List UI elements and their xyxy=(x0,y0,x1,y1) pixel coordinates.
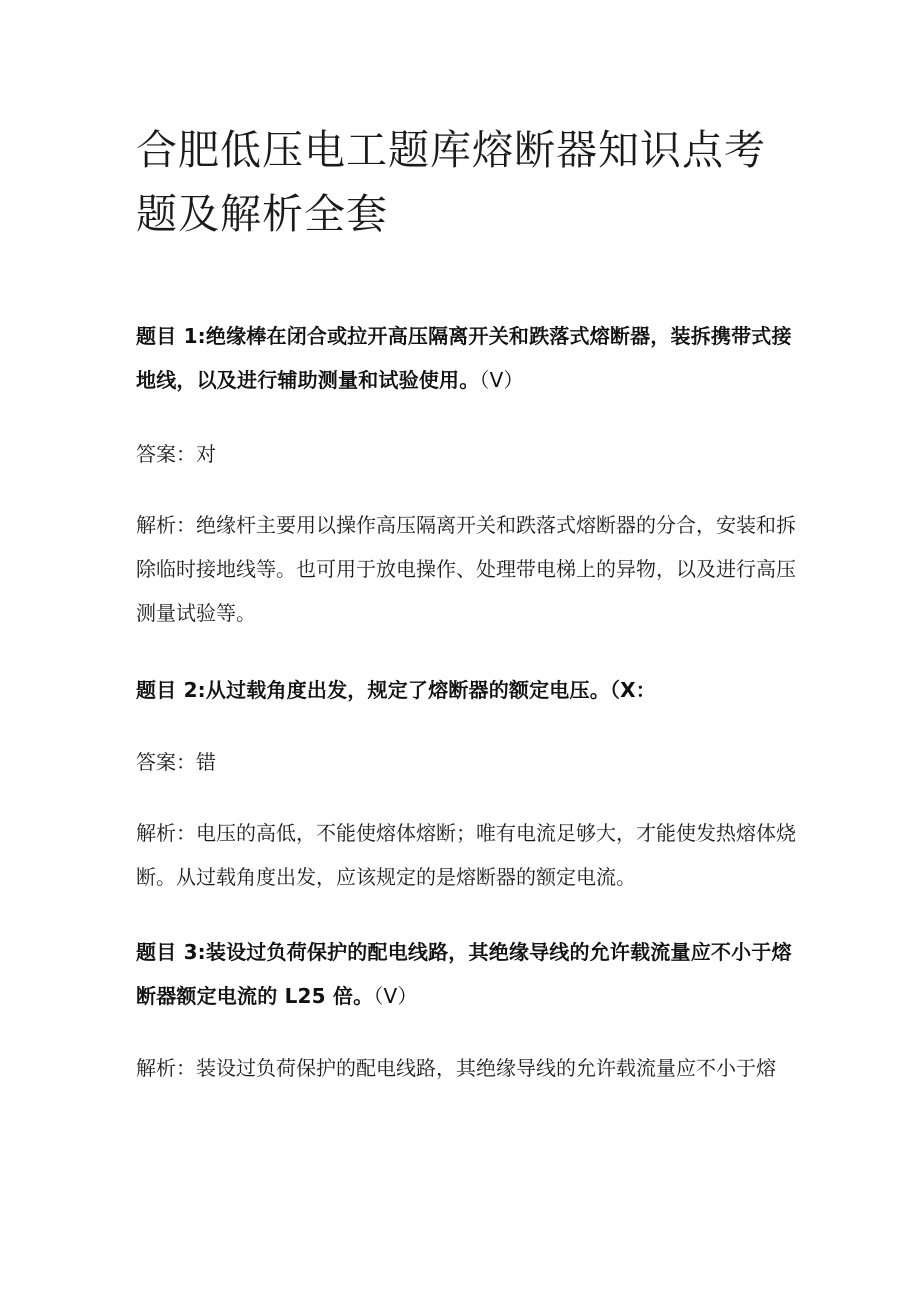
question-2-text: 从过载角度出发，规定了熔断器的额定电压。 xyxy=(205,678,610,702)
question-1-text: 绝缘棒在闭合或拉开高压隔离开关和跌落式熔断器，装拆携带式接地线，以及进行辅助测量和试验使用。 xyxy=(136,324,792,392)
question-2-mark: （X： xyxy=(609,678,656,702)
question-3-mark: （V） xyxy=(373,984,418,1008)
question-3 xyxy=(136,930,796,1018)
question-2-label: 题目 2: xyxy=(136,678,206,702)
explanation-2: 解析：电压的高低，不能使熔体熔断；唯有电流足够大，才能使发热熔体烧断。从过载角度出发，应该规定的是熔断器的额定电流。 xyxy=(136,821,796,889)
question-3-text: 装设过负荷保护的配电线路，其绝缘导线的允许载流量应不小于熔断器额定电流的 L25 倍。 xyxy=(136,940,792,1008)
question-2 xyxy=(136,668,796,712)
answer-1: 答案：对 xyxy=(136,442,216,466)
question-1 xyxy=(136,314,796,402)
question-1-mark: （V） xyxy=(479,368,524,392)
question-3-label: 题目 3: xyxy=(136,940,206,964)
explanation-1: 解析：绝缘杆主要用以操作高压隔离开关和跌落式熔断器的分合，安装和拆除临时接地线等。也可用于放电操作、处理带电梯上的异物，以及进行高压测量试验等。 xyxy=(136,513,796,625)
answer-2: 答案：错 xyxy=(136,750,216,774)
question-1-label: 题目 1: xyxy=(136,324,206,348)
document-title: 合肥低压电工题库熔断器知识点考题及解析全套 xyxy=(136,126,766,238)
explanation-3: 解析：装设过负荷保护的配电线路，其绝缘导线的允许载流量应不小于熔 xyxy=(136,1056,776,1080)
